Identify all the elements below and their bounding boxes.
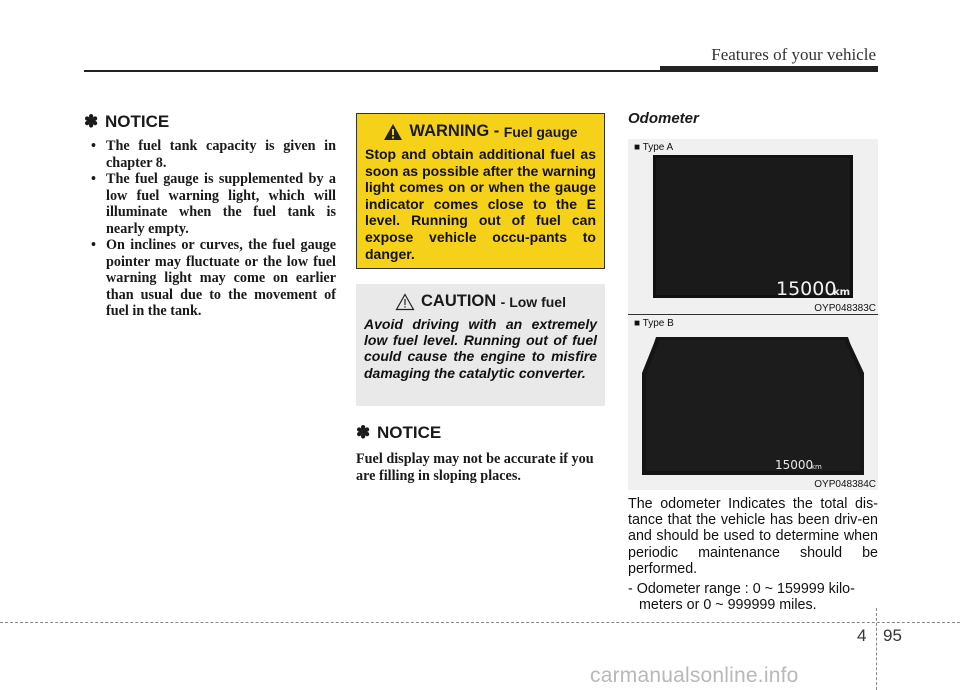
odometer-range: [628, 581, 878, 613]
warning-triangle-icon: [383, 123, 403, 141]
figure-type-b: [628, 315, 878, 490]
notice-title: [84, 112, 336, 132]
odometer-reading: 15000: [775, 458, 814, 472]
warning-text: Stop and obtain additional fuel as soon as possible after the warning light comes on or when the gauge indicator comes close to the E level. Running out of fuel can expose vehicle occu-pants to danger.: [365, 146, 596, 262]
warning-subject: Fuel gauge: [503, 123, 578, 140]
list-item: • The fuel gauge is supplemented by a low fuel warning light, which will illuminate when the fuel tank is nearly empty.: [84, 171, 336, 237]
warning-box: [356, 113, 605, 269]
caution-triangle-icon: [395, 293, 415, 311]
notice-text: Fuel display may not be accurate if you are filling in sloping places.: [356, 451, 594, 484]
chapter-number: 4: [857, 626, 867, 645]
odometer-range-line-1: - Odometer range : 0 ~ 159999 kilo-: [628, 581, 855, 597]
page-number: 95: [883, 626, 902, 645]
cluster-display-b: [628, 315, 878, 490]
notice-title-text: NOTICE: [104, 112, 170, 131]
notice-title-text: NOTICE: [376, 423, 442, 442]
figure-code: OYP048383C: [814, 303, 876, 314]
type-label: ■ Type B: [634, 318, 674, 329]
notice-star-icon: ✽: [84, 112, 99, 131]
type-label: ■ Type A: [634, 142, 674, 153]
caution-box: [356, 284, 605, 406]
header-rule: [84, 70, 664, 72]
notice-title: [356, 423, 606, 443]
header-bar: [660, 66, 878, 72]
warning-keyword: WARNING -: [409, 122, 500, 140]
odometer-reading: 15000: [776, 278, 837, 300]
figure-type-a: [628, 139, 878, 314]
odometer-description: The odometer Indicates the total dis-tance that the vehicle has been driv-en and should be used to determine when periodic maintenance should be performed.: [628, 496, 878, 577]
caution-keyword: CAUTION: [421, 292, 497, 310]
odometer-unit: km: [833, 287, 851, 298]
list-item: • On inclines or curves, the fuel gauge pointer may fluctuate or the low fuel warning light may come on earlier than usual due to the movement of fuel in the tank.: [84, 237, 336, 320]
notice-list: [84, 138, 336, 320]
caution-subject: - Low fuel: [500, 293, 566, 310]
running-header: Features of your vehicle: [711, 45, 876, 64]
notice-section: [84, 112, 336, 320]
figure-code: OYP048384C: [814, 479, 876, 490]
odometer-heading: Odometer: [628, 110, 699, 127]
odometer-range-line-2: meters or 0 ~ 999999 miles.: [639, 597, 817, 614]
footer-vertical-rule: [876, 608, 877, 690]
footer-rule: [0, 622, 960, 623]
notice-section-2: [356, 423, 606, 484]
warning-header: [365, 122, 596, 141]
caution-header: [364, 292, 597, 311]
watermark: carmanualsonline.info: [590, 664, 799, 687]
notice-star-icon: ✽: [356, 423, 371, 442]
list-item: • The fuel tank capacity is given in chapter 8.: [84, 138, 336, 171]
caution-text: Avoid driving with an extremely low fuel level. Running out of fuel could cause the engine to misfire damaging the catalytic converter.: [364, 316, 597, 381]
cluster-display-a: [628, 139, 878, 314]
odometer-unit: km: [811, 463, 822, 471]
